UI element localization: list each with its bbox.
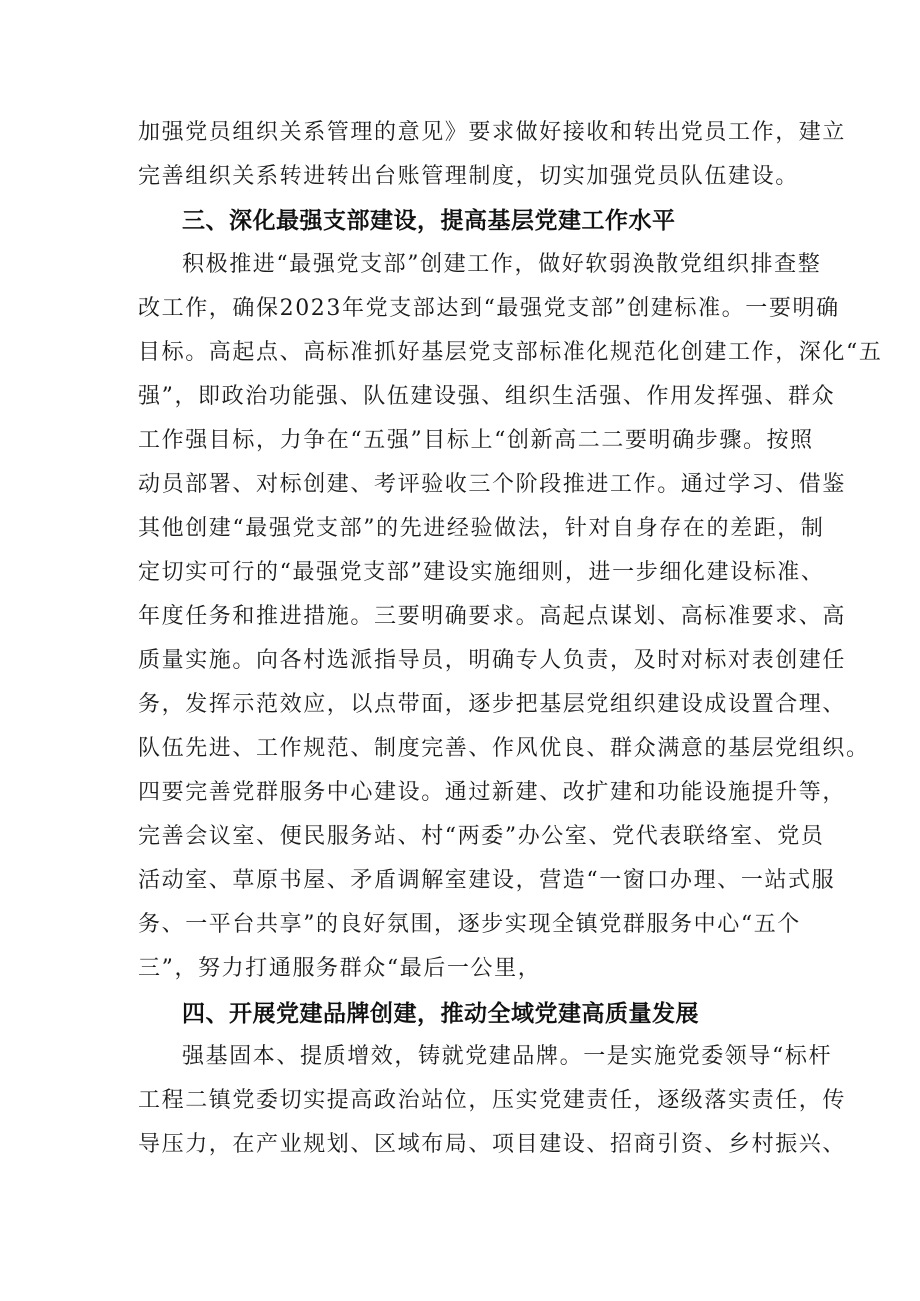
text-line: 导压力，在产业规划、区域布局、项目建设、招商引资、乡村振兴、 [138,1132,847,1157]
text-line: 强基固本、提质增效，铸就党建品牌。一是实施党委领导“标杆 [182,1044,833,1069]
text-line: 工作强目标，力争在“五强”目标上“创新高二二要明确步骤。按照 [138,428,814,453]
text-line: 三”，努力打通服务群众“最后一公里， [138,956,542,981]
text-line: 务，发挥示范效应，以点带面，逐步把基层党组织建设成设置合理、 [138,692,847,717]
text-line: 改工作，确保2023年党支部达到“最强党支部”创建标准。一要明确 [138,296,840,321]
text-line: 活动室、草原书屋、矛盾调解室建设，营造“一窗口办理、一站式服 [138,868,836,893]
text-line: 完善组织关系转进转出台账管理制度，切实加强党员队伍建设。 [138,164,799,189]
text-line: 年度任务和推进措施。三要明确要求。高起点谋划、高标准要求、高 [138,604,847,629]
text-line: 其他创建“最强党支部”的先进经验做法，针对自身存在的差距，制 [138,516,825,541]
text-line: 定切实可行的“最强党支部”建设实施细则，进一步细化建设标准、 [138,560,825,585]
text-line: 动员部署、对标创建、考评验收三个阶段推进工作。通过学习、借鉴 [138,472,847,497]
section-heading-4: 四、开展党建品牌创建，推动全域党建高质量发展 [182,1001,699,1027]
text-line: 质量实施。向各村选派指导员，明确专人负责，及时对标对表创建任 [138,648,847,673]
text-line: 队伍先进、工作规范、制度完善、作风优良、群众满意的基层党组织。 [138,736,870,761]
section-heading-3: 三、深化最强支部建设，提高基层党建工作水平 [182,208,676,234]
text-line: 目标。高起点、高标准抓好基层党支部标准化规范化创建工作，深化“五 [138,340,883,365]
text-line: 完善会议室、便民服务站、村“两委”办公室、党代表联络室、党员 [138,824,825,849]
text-line: 工程二镇党委切实提高政治站位，压实党建责任，逐级落实责任，传 [138,1088,847,1113]
text-line: 积极推进“最强党支部”创建工作，做好软弱涣散党组织排查整 [182,252,822,277]
text-line: 强”，即政治功能强、队伍建设强、组织生活强、作用发挥强、群众 [138,384,836,409]
text-line: 务、一平台共享”的良好氛围，逐步实现全镇党群服务中心“五个 [138,912,801,937]
text-line: 四要完善党群服务中心建设。通过新建、改扩建和功能设施提升等， [138,780,847,805]
text-line: 加强党员组织关系管理的意见》要求做好接收和转出党员工作，建立 [138,120,847,145]
